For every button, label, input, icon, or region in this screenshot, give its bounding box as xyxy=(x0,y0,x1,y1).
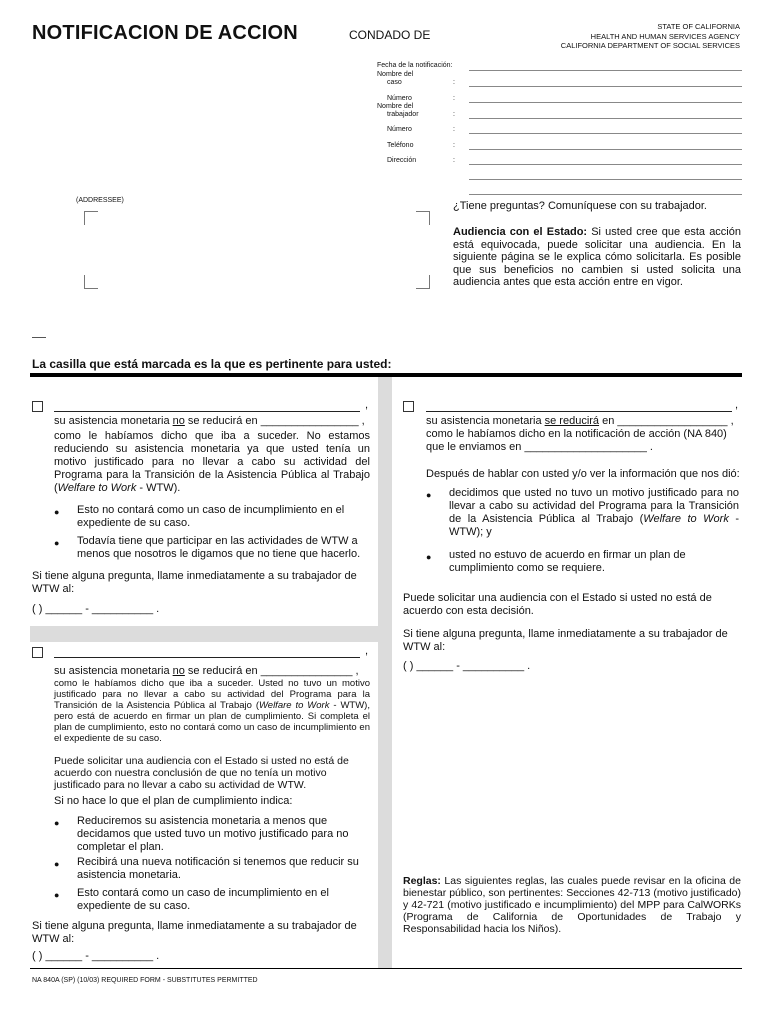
text-fragment: - WTW); y xyxy=(449,513,739,538)
option-1-contact: Si tiene alguna pregunta, llame inmediatamente a su trabajador de WTW al: xyxy=(32,570,357,595)
text-fragment: - WTW), pero está de acuerdo en firmar un plan de cumplimiento. Si completa el plan de cumplimiento, esto no contará como un caso de incumplimiento en el expediente de su caso. xyxy=(54,700,370,744)
option-3-date-blank[interactable] xyxy=(426,411,732,412)
text-italic: Welfare to Work xyxy=(57,482,137,494)
colon: : xyxy=(453,142,455,149)
option-1-date-blank[interactable] xyxy=(54,411,360,412)
address-window-corner xyxy=(416,211,430,225)
text-fragment: decidimos que usted no tuvo un motivo justificado para no llevar a cabo su actividad del Programa para la Transición de la Asistencia Pública al Trabajo ( xyxy=(449,487,739,525)
agency-line-3: CALIFORNIA DEPARTMENT OF SOCIAL SERVICES xyxy=(560,41,740,50)
option-2-body xyxy=(54,678,370,744)
text-fragment: se reducirá en _______________ , xyxy=(184,665,359,677)
fold-mark xyxy=(32,337,46,338)
bullet-icon: ● xyxy=(54,507,60,517)
questions-text: ¿Tiene preguntas? Comuníquese con su trabajador. xyxy=(453,200,707,212)
hearing-notice xyxy=(453,226,741,289)
option-2-phone: ( ) ______ - __________ . xyxy=(32,950,160,962)
option-1-checkbox[interactable] xyxy=(32,401,43,412)
option-2-bullet-3: Esto contará como un caso de incumplimiento en el expediente de su caso. xyxy=(77,887,329,912)
option-3-hearing: Puede solicitar una audiencia con el Estado si usted no está de acuerdo con esta decisión. xyxy=(403,592,712,617)
field-date-label: Fecha de la notificación: xyxy=(377,62,453,69)
option-2-bullet-2: Recibirá una nueva notificación si tenemos que reducir su asistencia monetaria. xyxy=(77,856,359,881)
address-window-corner xyxy=(416,275,430,289)
colon: : xyxy=(453,157,455,164)
option-1-line1 xyxy=(54,415,372,428)
column-divider xyxy=(378,377,392,968)
option-1-bullet-2: Todavía tiene que participar en las actividades de WTW a menos que nosotros le digamos que no tiene que hacerlo. xyxy=(77,535,361,560)
colon: : xyxy=(453,95,455,102)
option-2-date-blank[interactable] xyxy=(54,657,360,658)
option-2-line1 xyxy=(54,665,372,678)
option-2-bullet-1: Reduciremos su asistencia monetaria a menos que decidamos que usted tuvo un motivo justificado para no completar el plan. xyxy=(77,815,349,853)
field-address-line-1[interactable] xyxy=(469,164,742,165)
agency-line-2: HEALTH AND HUMAN SERVICES AGENCY xyxy=(590,31,740,41)
bullet-icon: ● xyxy=(426,490,432,500)
field-address-line-2[interactable] xyxy=(469,179,742,180)
bullet-icon: ● xyxy=(54,538,60,548)
text-fragment: en __________________ , xyxy=(599,415,734,427)
form-footer: NA 840A (SP) (10/03) REQUIRED FORM - SUBSTITUTES PERMITTED xyxy=(32,977,258,984)
field-case-number-label: Número xyxy=(387,95,412,102)
text-fragment: su asistencia monetaria xyxy=(426,415,545,427)
hearing-label: Audiencia con el Estado: xyxy=(453,226,588,238)
form-title: NOTIFICACION DE ACCION xyxy=(32,22,298,44)
comma: , xyxy=(735,399,739,411)
hearing-text: Si usted cree que esta acción está equivocada, puede solicitar una audiencia. En la siguiente página se le explica cómo solicitarla. Es posible que sus beneficios no cambien si usted solicita una audiencia antes que esta acción entre en vigor. xyxy=(453,226,741,288)
option-3-bullet-2: usted no estuvo de acuerdo en firmar un plan de cumplimiento como se requiere. xyxy=(449,549,686,574)
option-2-checkbox[interactable] xyxy=(32,647,43,658)
field-date-line[interactable] xyxy=(469,70,742,71)
text-fragment: como le habíamos dicho que iba a suceder. Usted no tuvo un motivo justificado para no llevar a cabo su actividad del Programa para la Transición de la Asistencia Pública al Trabajo ( xyxy=(54,678,370,711)
address-window-corner xyxy=(84,211,98,225)
option-2-contact: Si tiene alguna pregunta, llame inmediatamente a su trabajador de WTW al: xyxy=(32,920,357,945)
option-1-body xyxy=(54,430,370,495)
option-3-contact: Si tiene alguna pregunta, llame inmediatamente a su trabajador de WTW al: xyxy=(403,628,728,653)
text-fragment: como le habíamos dicho que iba a suceder. No estamos reduciendo su asistencia monetaria ya que usted tenía un motivo justificado para no llevar a cabo su actividad del Programa para la Transición de la Asistencia Pública al Trabajo ( xyxy=(54,430,370,494)
option-3-body: como le habíamos dicho en la notificación de acción (NA 840) que le enviamos en ____________________ . xyxy=(426,428,727,453)
option-3-line1 xyxy=(426,415,742,428)
text-fragment: su asistencia monetaria xyxy=(54,415,173,427)
text-underlined: no xyxy=(172,415,185,427)
notice-info-fields xyxy=(377,62,742,202)
field-worker-number-line[interactable] xyxy=(469,133,742,134)
comma: , xyxy=(365,645,369,657)
text-italic: Welfare to Work xyxy=(258,700,330,711)
field-worker-name-label-1: Nombre del xyxy=(377,103,414,110)
text-italic: Welfare to Work xyxy=(643,513,729,525)
option-3-checkbox[interactable] xyxy=(403,401,414,412)
rules-text xyxy=(403,875,741,935)
text-fragment: Las siguientes reglas, las cuales puede revisar en la oficina de bienestar público, son pertinentes: Secciones 42-713 (motivo justificado) y 42-721 (motivo justificado e incumplimiento) del MPP para CalWORKs (Programa de California de Oportunidades de Trabajo y Responsabilidad hacia los Niños). xyxy=(403,875,741,935)
agency-line-1: STATE OF CALIFORNIA xyxy=(657,22,740,31)
county-label: CONDADO DE xyxy=(349,28,431,42)
field-worker-name-label-2: trabajador xyxy=(387,111,419,118)
text-fragment: su asistencia monetaria xyxy=(54,665,173,677)
field-address-line-3[interactable] xyxy=(469,194,742,195)
colon: : xyxy=(453,79,455,86)
field-case-name-label-2: caso xyxy=(387,79,402,86)
text-underlined: no xyxy=(172,665,185,677)
field-phone-label: Teléfono xyxy=(387,142,414,149)
row-divider xyxy=(30,626,378,642)
agency-header xyxy=(520,22,740,51)
field-case-name-label-1: Nombre del xyxy=(377,71,414,78)
text-fragment: - WTW). xyxy=(136,482,181,494)
option-2-hearing: Puede solicitar una audiencia con el Estado si usted no está de acuerdo con nuestra conclusión de que no tenía un motivo justificado para no llevar a cabo su actividad de WTW. xyxy=(54,755,349,791)
bullet-icon: ● xyxy=(426,552,432,562)
field-worker-name-line[interactable] xyxy=(469,118,742,119)
rules-label: Reglas: xyxy=(403,875,441,887)
field-case-name-line[interactable] xyxy=(469,86,742,87)
bullet-icon: ● xyxy=(54,818,60,828)
field-phone-line[interactable] xyxy=(469,149,742,150)
colon: : xyxy=(453,111,455,118)
bullet-icon: ● xyxy=(54,890,60,900)
colon: : xyxy=(453,126,455,133)
text-underlined: se reducirá xyxy=(544,415,600,427)
option-1-phone: ( ) ______ - __________ . xyxy=(32,603,160,615)
text-fragment: se reducirá en ________________ , xyxy=(184,415,365,427)
address-window-corner xyxy=(84,275,98,289)
bullet-icon: ● xyxy=(54,859,60,869)
option-3-bullet-1 xyxy=(449,487,739,539)
section-heading: La casilla que está marcada es la que es pertinente para usted: xyxy=(32,357,392,371)
field-address-label: Dirección xyxy=(387,157,417,164)
field-case-number-line[interactable] xyxy=(469,102,742,103)
option-3-phone: ( ) ______ - __________ . xyxy=(403,660,531,672)
option-2-plan: Si no hace lo que el plan de cumplimiento indica: xyxy=(54,795,293,807)
section-bottom-rule xyxy=(30,968,742,969)
field-worker-number-label: Número xyxy=(387,126,412,133)
addressee-label: (ADDRESSEE) xyxy=(76,197,124,204)
comma: , xyxy=(365,399,369,411)
option-3-after: Después de hablar con usted y/o ver la información que nos dió: xyxy=(426,468,740,480)
option-1-bullet-1: Esto no contará como un caso de incumplimiento en el expediente de su caso. xyxy=(77,504,345,529)
